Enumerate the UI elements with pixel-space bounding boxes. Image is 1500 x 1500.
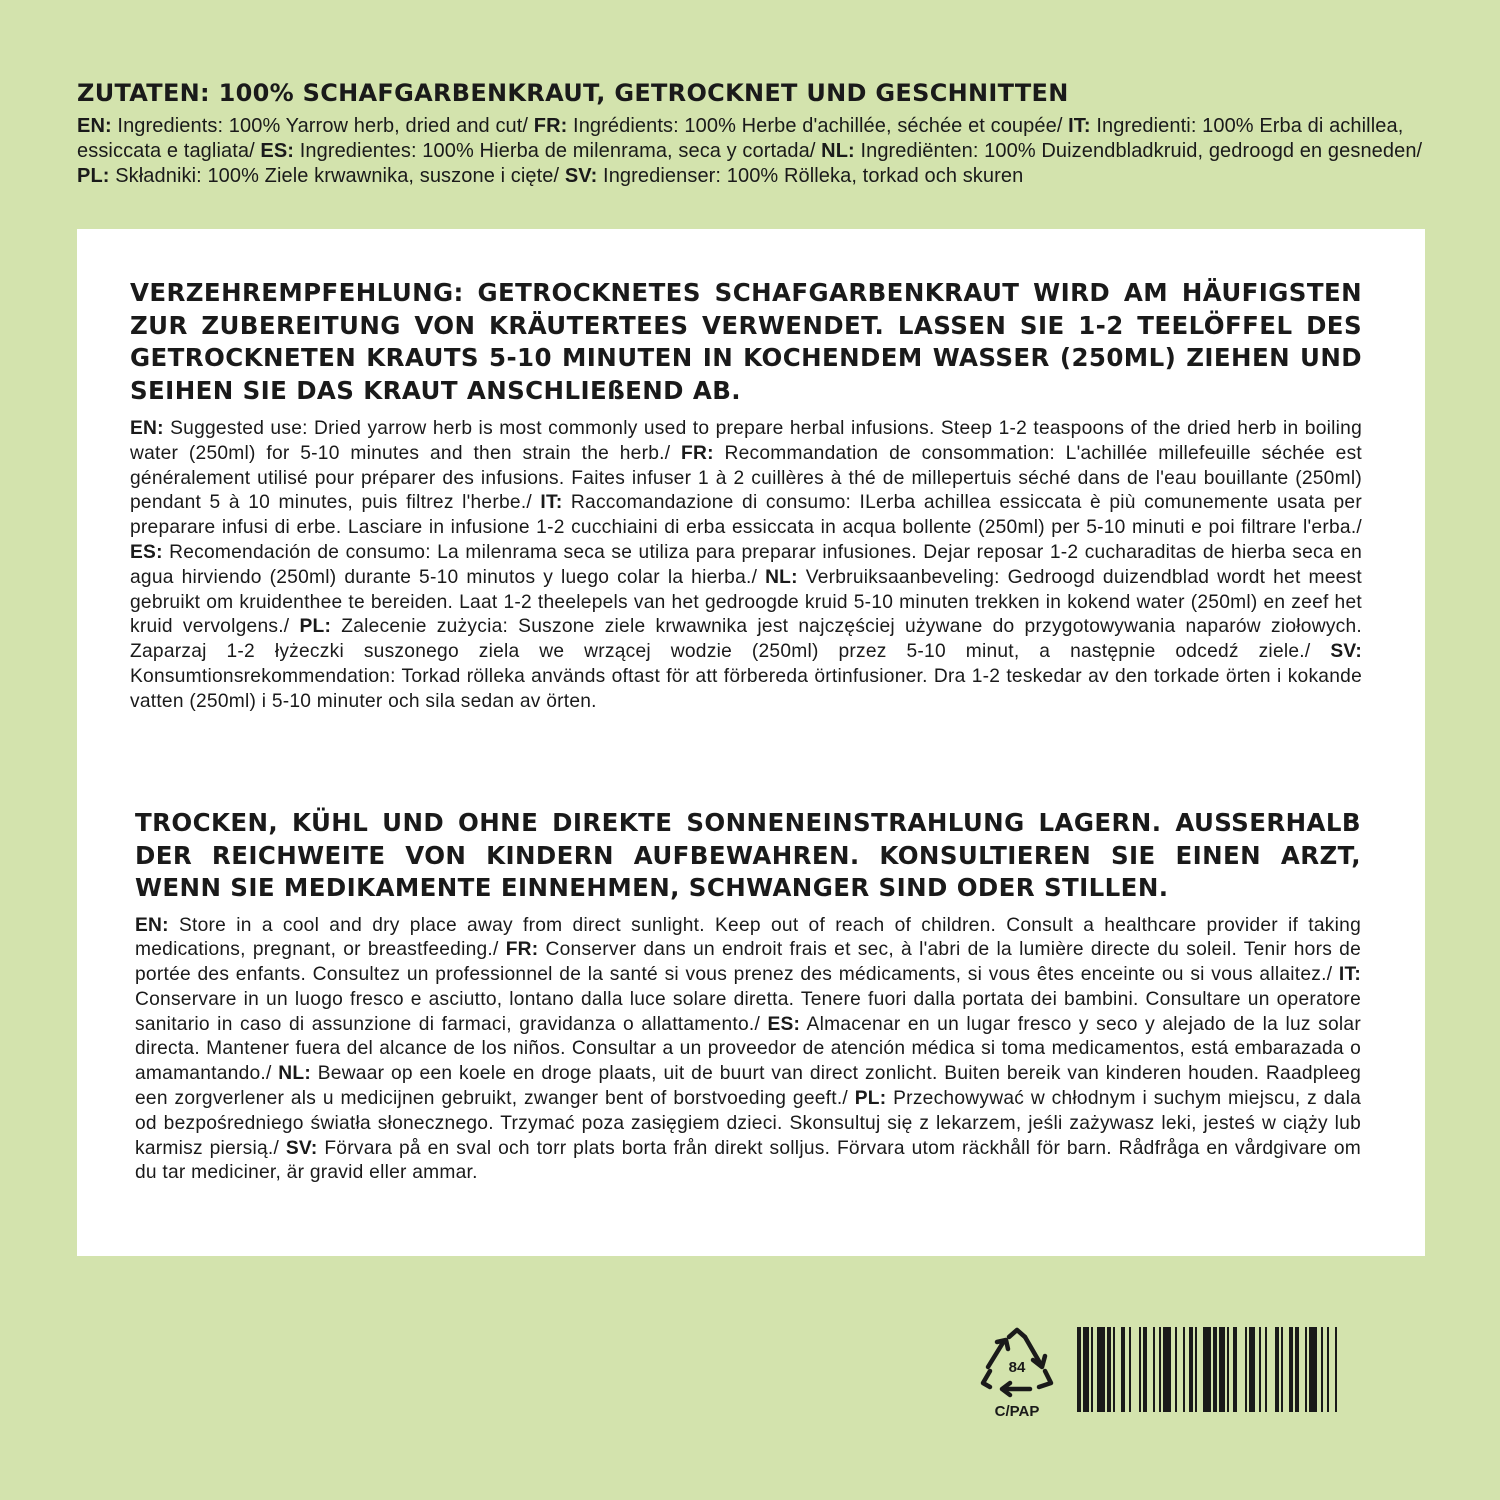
lang-code-pl: PL: — [299, 616, 332, 638]
lang-code-sv: SV: — [564, 165, 598, 187]
lang-code-es: ES: — [260, 140, 295, 162]
lang-code-fr: FR: — [505, 939, 539, 961]
ingredients-text-es: Ingredientes: 100% Hierba de milenrama, seca y cortada/ — [294, 140, 822, 162]
usage-text-it: Raccomandazione di consumo: ILerba achillea essiccata è più comunemente usata per preparare infusi di erbe. Lasciare in infusione 1-2 cucchiaini di erba essiccata in acqua bollente (250ml) per 5-10 minuti e poi filtrare l'erba./ — [130, 492, 1362, 539]
storage-text-es: Almacenar en un lugar fresco y seco y alejado de la luz solar directa. Mantener fuera del alcance de los niños. Consultar a un proveedor de atención médica si toma medicamentos, está embarazada o amamantando./ — [135, 1013, 1361, 1085]
lang-code-fr: FR: — [533, 115, 568, 137]
usage-text-fr: Recommandation de consommation: L'achillée millefeuille séchée est généralement utilisé pour préparer des infusions. Faites infuser 1 à 2 cuillères à thé de millepertuis séché dans de l'eau bouillante (250ml) pendant 5 à 10 minutes, puis filtrez l'herbe./ — [130, 442, 1363, 514]
lang-code-sv: SV: — [285, 1137, 318, 1159]
usage-section — [130, 277, 1362, 715]
storage-section — [135, 807, 1361, 1186]
storage-text-nl: Bewaar op een koele en droge plaats, uit de buurt van direct zonlicht. Buiten bereik van kinderen houden. Raadpleeg een zorgverlener als u medicijnen gebruikt, zwanger bent of borstvoeding geeft./ — [135, 1063, 1361, 1110]
ingredients-text-pl: Składniki: 100% Ziele krwawnika, suszone i cięte/ — [109, 165, 565, 187]
usage-translations — [130, 417, 1362, 715]
lang-code-nl: NL: — [765, 566, 798, 588]
storage-text-pl: Przechowywać w chłodnym i suchym miejscu, z dala od bezpośredniego światła słonecznego. Trzymać poza zasięgiem dzieci. Skonsultuj się z lekarzem, jeśli zażywasz leki, jesteś w ciąży lub karmisz piersią./ — [135, 1088, 1361, 1159]
lang-code-en: EN: — [77, 115, 112, 137]
lang-code-sv: SV: — [1330, 641, 1362, 663]
lang-code-it: IT: — [1338, 964, 1361, 986]
storage-heading: TROCKEN, KÜHL UND OHNE DIREKTE SONNENEINSTRAHLUNG LAGERN. AUSSERHALB DER REICHWEITE VON KINDERN AUFBEWAHREN. KONSULTIEREN SIE EINEN ARZT, WENN SIE MEDIKAMENTE EINNEHMEN, SCHWANGER SIND ODER STILLEN. — [135, 808, 1361, 902]
lang-code-nl: NL: — [821, 140, 855, 162]
ingredients-translations — [77, 114, 1427, 189]
lang-code-fr: FR: — [681, 442, 714, 464]
ingredients-text-en: Ingredients: 100% Yarrow herb, dried and cut/ — [111, 115, 534, 137]
lang-code-it: IT: — [540, 492, 563, 514]
storage-text-fr: Conserver dans un endroit frais et sec, à l'abri de la lumière directe du soleil. Tenir hors de portée des enfants. Consultez un professionnel de la santé si vous prenez des médicaments, si vous êtes enceinte ou si vous allaitez./ — [135, 939, 1361, 986]
lang-code-en: EN: — [130, 418, 164, 439]
usage-text-en: Suggested use: Dried yarrow herb is most commonly used to prepare herbal infusions. Steep 1-2 teaspoons of the dried herb in boiling water (250ml) for 5-10 minutes and then strain the herb./ — [130, 418, 1362, 464]
lang-code-es: ES: — [767, 1013, 801, 1035]
lang-code-pl: PL: — [854, 1088, 887, 1110]
lang-code-pl: PL: — [77, 165, 110, 187]
ingredients-text-nl: Ingrediënten: 100% Duizendbladkruid, gedroogd en gesneden/ — [854, 140, 1423, 162]
usage-text-nl: Verbruiksaanbeveling: Gedroogd duizendblad wordt het meest gebruikt om kruidenthee te bereiden. Laat 1-2 theelepels van het gedroogde kruid 5-10 minuten trekken in kokend water (250ml) en zeef het kruid vervolgens./ — [130, 566, 1362, 638]
lang-code-es: ES: — [130, 541, 163, 563]
usage-text-es: Recomendación de consumo: La milenrama seca se utiliza para preparar infusiones. Dejar reposar 1-2 cucharaditas de hierba seca en agua hirviendo (250ml) durante 5-10 minutos y luego colar la hierba./ — [130, 541, 1362, 588]
storage-text-it: Conservare in un luogo fresco e asciutto, lontano dalla luce solare diretta. Tenere fuori dalla portata dei bambini. Consultare un operatore sanitario in caso di assunzione di farmaci, gravidanza o allattamento./ — [135, 988, 1361, 1035]
recycling-triangle-icon — [978, 1327, 1056, 1419]
usage-text-sv: Konsumtionsrekommendation: Torkad rölleka används oftast för att förbereda örtinfusioner. Dra 1-2 teskedar av den torkade örten i kokande vatten (250ml) i 5-10 minuter och sila sedan av örten. — [130, 665, 1362, 712]
ingredients-text-it: Ingredienti: 100% Erba di achillea, essiccata e tagliata/ — [77, 115, 1404, 162]
usage-heading: VERZEHREMPFEHLUNG: GETROCKNETES SCHAFGARBENKRAUT WIRD AM HÄUFIGSTEN ZUR ZUBEREITUNG VON KRÄUTERTEES VERWENDET. LASSEN SIE 1-2 TEELÖFFEL DES GETROCKNETEN KRAUTS 5-10 MINUTEN IN KOCHENDEM WASSER (250ML) ZIEHEN UND SEIHEN SIE DAS KRAUT ANSCHLIEßEND AB. — [130, 278, 1362, 405]
lang-code-it: IT: — [1068, 115, 1091, 137]
storage-text-en: Store in a cool and dry place away from direct sunlight. Keep out of reach of children. Consult a healthcare provider if taking medications, pregnant, or breastfeeding./ — [135, 914, 1361, 961]
lang-code-nl: NL: — [278, 1063, 312, 1085]
storage-text-sv: Förvara på en sval och torr plats borta från direkt solljus. Förvara utom räckhåll för barn. Rådfråga en vårdgivare om du tar mediciner, är gravid eller ammar. — [135, 1137, 1361, 1184]
usage-text-pl: Zalecenie zużycia: Suszone ziele krwawnika jest najczęściej używane do przygotowywania naparów ziołowych. Zaparzaj 1-2 łyżeczki suszonego ziela we wrzącej wodzie (250ml) przez 5-10 minut, a następnie odcedź ziele./ — [130, 616, 1363, 663]
recycling-number: 84 — [1008, 1359, 1026, 1376]
ingredients-heading: ZUTATEN: 100% SCHAFGARBENKRAUT, GETROCKNET UND GESCHNITTEN — [77, 79, 1069, 107]
lang-code-en: EN: — [135, 914, 169, 936]
barcode-icon — [1077, 1327, 1420, 1412]
ingredients-text-sv: Ingredienser: 100% Rölleka, torkad och skuren — [597, 165, 1024, 187]
storage-translations — [135, 914, 1361, 1187]
info-card — [77, 229, 1425, 1256]
ingredients-section — [77, 78, 1427, 189]
recycling-label: C/PAP — [994, 1403, 1040, 1419]
ingredients-text-fr: Ingrédients: 100% Herbe d'achillée, séchée et coupée/ — [567, 115, 1069, 137]
